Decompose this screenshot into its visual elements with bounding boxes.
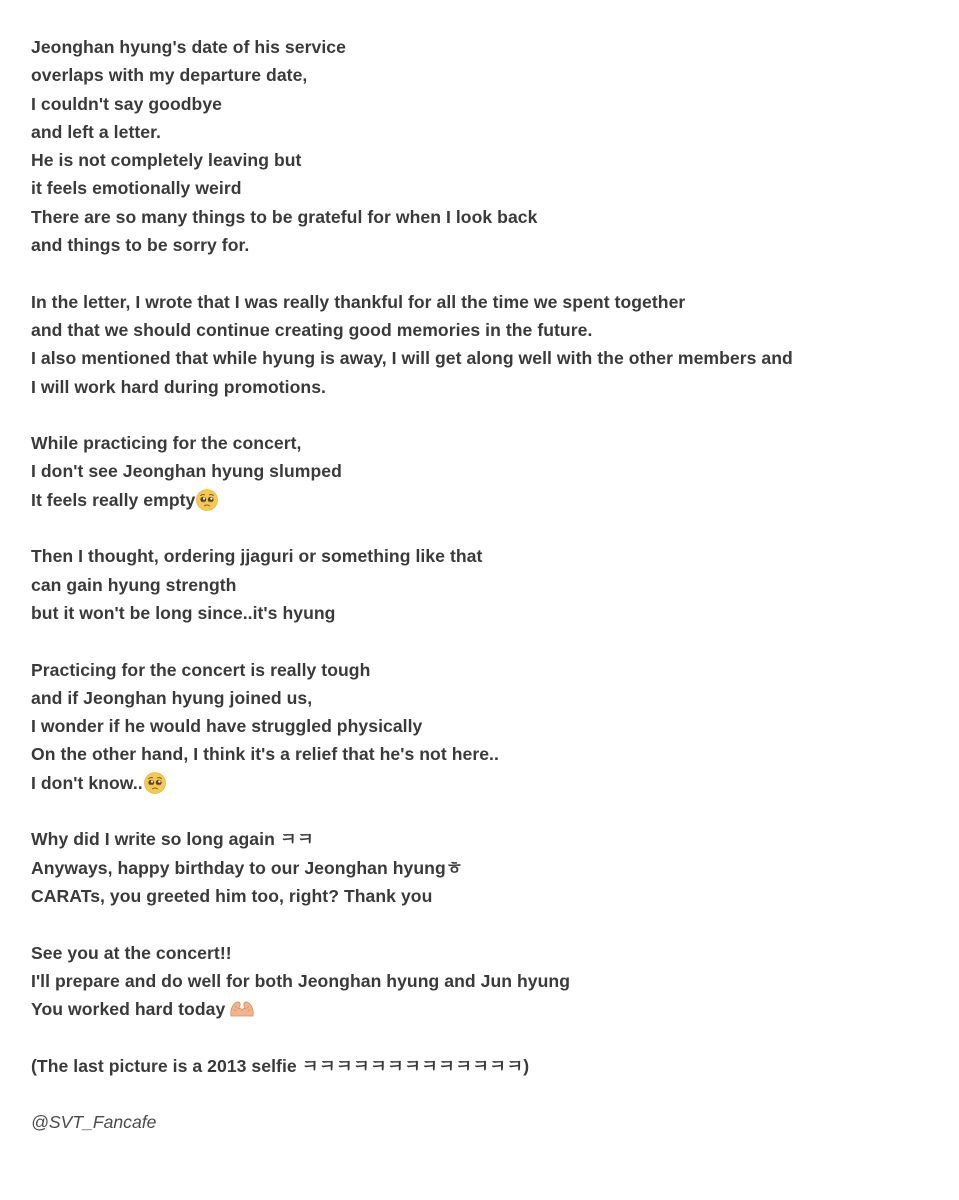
text-line: While practicing for the concert, xyxy=(31,433,302,454)
text-line-with-emoji xyxy=(31,769,931,797)
pleading-face-icon xyxy=(196,489,218,511)
text-line: CARATs, you greeted him too, right? Thank you xyxy=(31,885,433,906)
text-line: On the other hand, I think it's a relief that he's not here.. xyxy=(31,744,499,765)
text-line: and if Jeonghan hyung joined us, xyxy=(31,687,313,708)
text-line: Jeonghan hyung's date of his service xyxy=(31,37,346,57)
text-line: I wonder if he would have struggled physically xyxy=(31,716,423,737)
text-line: I will work hard during promotions. xyxy=(31,376,326,397)
text-line: Then I thought, ordering jjaguri or something like that xyxy=(31,546,483,567)
paragraph-6 xyxy=(31,825,931,910)
text-line: overlaps with my departure date, xyxy=(31,65,308,86)
text-line: He is not completely leaving but xyxy=(31,150,302,171)
text-line: and things to be sorry for. xyxy=(31,235,250,256)
note-body xyxy=(31,33,931,1137)
pleading-face-icon xyxy=(144,772,166,794)
text-line: There are so many things to be grateful for when I look back xyxy=(31,206,538,227)
text-line: I don't see Jeonghan hyung slumped xyxy=(31,461,342,482)
text-line: it feels emotionally weird xyxy=(31,178,242,199)
text-line: Practicing for the concert is really tough xyxy=(31,659,371,680)
text-line: See you at the concert!! xyxy=(31,942,232,963)
text-line: I'll prepare and do well for both Jeonghan hyung and Jun hyung xyxy=(31,970,571,991)
text-line: Why did I write so long again ㅋㅋ xyxy=(31,829,314,850)
text-segment: You worked hard today xyxy=(31,999,226,1020)
text-line-with-emoji xyxy=(31,486,931,514)
source-credit: @SVT_Fancafe xyxy=(31,1112,157,1133)
paragraph-7 xyxy=(31,939,931,1024)
paragraph-8 xyxy=(31,1052,931,1080)
paragraph-1 xyxy=(31,33,931,259)
paragraph-2 xyxy=(31,288,931,401)
paragraph-5 xyxy=(31,656,931,797)
heart-hands-icon xyxy=(229,998,255,1020)
text-line: (The last picture is a 2013 selfie ㅋㅋㅋㅋㅋㅋㅋㅋㅋㅋㅋㅋㅋ) xyxy=(31,1055,530,1076)
text-line: can gain hyung strength xyxy=(31,574,237,595)
text-line-with-emoji xyxy=(31,995,931,1023)
text-line: and that we should continue creating good memories in the future. xyxy=(31,319,593,340)
text-line: In the letter, I wrote that I was really thankful for all the time we spent together xyxy=(31,291,686,312)
text-segment: I don't know.. xyxy=(31,772,143,793)
text-line: I also mentioned that while hyung is away, I will get along well with the other members and xyxy=(31,348,793,369)
text-line: but it won't be long since..it's hyung xyxy=(31,602,336,623)
text-segment: It feels really empty xyxy=(31,489,196,510)
text-line: Anyways, happy birthday to our Jeonghan hyungㅎ xyxy=(31,857,463,878)
text-line: I couldn't say goodbye xyxy=(31,93,223,114)
paragraph-3 xyxy=(31,429,931,514)
text-line: and left a letter. xyxy=(31,121,161,142)
paragraph-4 xyxy=(31,542,931,627)
